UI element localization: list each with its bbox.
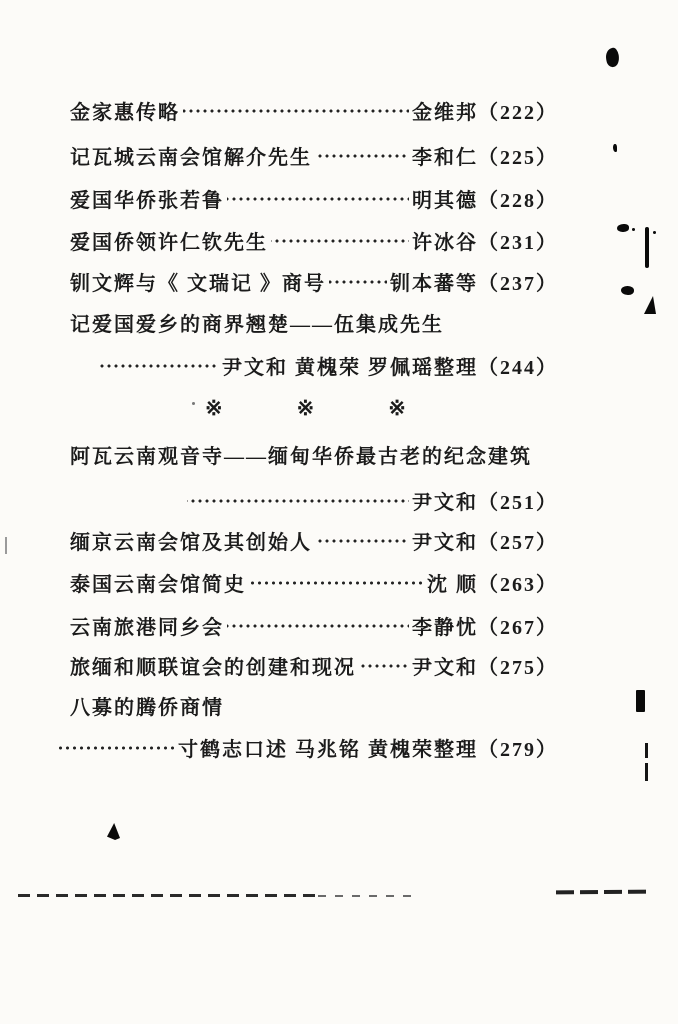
dot-leader <box>315 147 409 165</box>
entry-title: 金家惠传略 <box>70 102 180 124</box>
ink-speck-artifact <box>613 144 617 152</box>
toc-row <box>70 568 558 594</box>
toc-row <box>70 96 558 122</box>
entry-author-page: 尹文和（257） <box>412 532 558 554</box>
dot-leader <box>329 273 387 291</box>
ink-blob-artifact <box>617 224 629 232</box>
dot-leader <box>227 190 409 208</box>
toc-row-title-only <box>70 308 558 334</box>
toc-row <box>70 184 558 210</box>
ink-speck-artifact <box>653 231 656 234</box>
entry-author-page: 尹文和（275） <box>412 657 558 679</box>
entry-title: 泰国云南会馆简史 <box>70 574 246 596</box>
dot-leader <box>249 574 424 592</box>
broken-scan-line <box>318 895 418 897</box>
toc-row-title-only <box>70 440 558 466</box>
toc-row-continuation <box>70 486 558 512</box>
toc-row <box>70 651 558 677</box>
dot-leader <box>227 617 409 635</box>
entry-title: 爱国侨领许仁钦先生 <box>70 232 268 254</box>
reference-mark: ※ <box>205 396 223 420</box>
entry-title: 记爱国爱乡的商界翘楚——伍集成先生 <box>70 314 444 336</box>
reference-mark: ※ <box>296 396 315 420</box>
entry-author-page: 金维邦（222） <box>412 102 558 124</box>
entry-title: 钏文辉与《 文瑞记 》商号 <box>70 273 326 295</box>
entry-title: 八募的腾侨商情 <box>70 697 224 719</box>
entry-author-page: 尹文和（251） <box>412 492 558 514</box>
entry-title: 云南旅港同乡会 <box>70 617 224 639</box>
toc-row <box>70 141 558 167</box>
ink-speck-artifact <box>632 228 635 231</box>
entry-author-page: 李静忧（267） <box>412 617 558 639</box>
ink-speck-artifact <box>192 402 195 405</box>
dot-leader <box>359 657 409 675</box>
entry-author-page: 李和仁（225） <box>412 147 558 169</box>
dot-leader <box>315 532 409 550</box>
ink-blob-artifact <box>604 47 620 68</box>
toc-row-continuation <box>70 733 558 759</box>
thin-line-artifact <box>645 743 648 781</box>
toc-row <box>70 267 558 293</box>
section-separator <box>205 396 406 421</box>
entry-author-page: 钏本蕃等（237） <box>390 273 558 295</box>
triangle-mark-artifact <box>107 823 120 840</box>
thick-bar-artifact <box>636 690 645 712</box>
reference-mark: ※ <box>388 396 406 420</box>
ink-blob-artifact <box>621 286 634 295</box>
entry-title: 记瓦城云南会馆解介先生 <box>70 147 312 169</box>
entry-author-page: 许冰谷（231） <box>412 232 558 254</box>
entry-author-page: 尹文和 黄槐荣 罗佩瑶整理（244） <box>222 357 558 379</box>
faint-edge-line <box>5 537 7 554</box>
entry-title: 缅京云南会馆及其创始人 <box>70 532 312 554</box>
dot-leader <box>271 232 409 250</box>
toc-row <box>70 526 558 552</box>
entry-author-page: 寸鹤志口述 马兆铭 黄槐荣整理（279） <box>178 739 558 761</box>
toc-row-title-only <box>70 691 558 717</box>
dot-leader <box>97 357 219 375</box>
dot-leader <box>58 739 175 757</box>
dot-leader <box>183 102 409 120</box>
entry-title: 爱国华侨张若鲁 <box>70 190 224 212</box>
triangle-mark-artifact <box>644 296 656 314</box>
broken-scan-line <box>18 894 318 897</box>
dot-leader <box>187 492 409 510</box>
toc-row <box>70 226 558 252</box>
toc-row <box>70 611 558 637</box>
vertical-bar-artifact <box>645 227 649 268</box>
toc-row-continuation <box>70 351 558 377</box>
entry-author-page: 沈 顺（263） <box>427 574 558 596</box>
entry-title: 旅缅和顺联谊会的创建和现况 <box>70 657 356 679</box>
entry-title: 阿瓦云南观音寺——缅甸华侨最古老的纪念建筑 <box>70 446 532 468</box>
entry-author-page: 明其德（228） <box>412 190 558 212</box>
broken-scan-line <box>556 890 652 895</box>
